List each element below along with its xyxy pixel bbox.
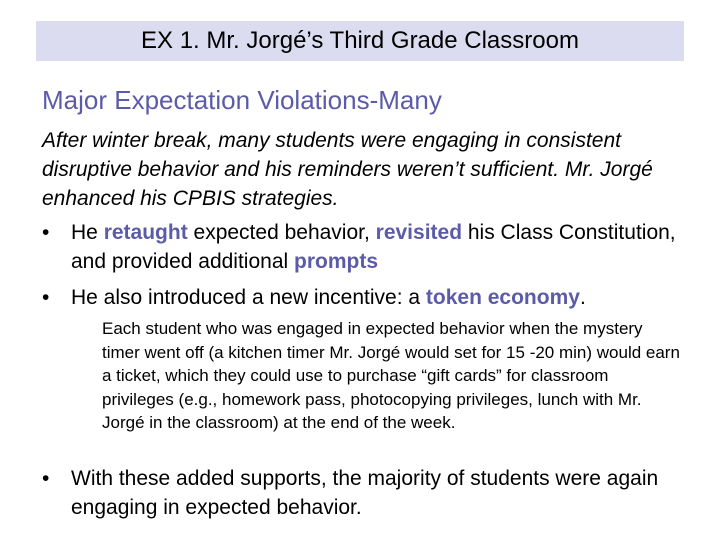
slide-title: EX 1. Mr. Jorgé’s Third Grade Classroom [141,27,579,54]
bullet-retaught [42,218,692,276]
slide-title-bar [36,21,684,61]
token-economy-details: Each student who was engaged in expected behavior when the mystery timer went off (a kitchen timer Mr. Jorgé would set for 15 -20 min) would earn a ticket, which they could use to purchase “gift cards” for classroom privileges (e.g., homework pass, photocopying privileges, lunch with Mr. Jorgé in the classroom) at the end of the week. [102,319,680,432]
bullet-text [42,218,692,276]
bullet-outcome [42,464,692,522]
highlight-token-economy: token economy [425,286,580,309]
bullet-marker: • [42,286,50,309]
bullet-text-part: He also introduced a new incentive: a [71,286,426,309]
bullet-text-part: . [579,286,586,309]
highlight-revisited: revisited [375,221,463,244]
bullet-text-part: He [71,221,104,244]
intro-paragraph: After winter break, many students were engaging in consistent disruptive behavior and his reminders weren’t sufficient. Mr. Jorgé enhanced his CPBIS strategies. [42,129,653,210]
section-heading: Major Expectation Violations-Many [42,85,442,115]
bullet-token-economy [42,283,692,312]
bullet-text-part: his Class Constitution, and provided additional [71,221,676,273]
highlight-retaught: retaught [103,221,188,244]
bullet-marker: • [42,467,50,490]
bullet-marker: • [42,221,50,244]
bullet-text: With these added supports, the majority of students were again engaging in expected behavior. [71,467,659,519]
bullet-text-part: expected behavior, [187,221,376,244]
highlight-prompts: prompts [294,250,379,273]
bullet-text [42,283,692,312]
